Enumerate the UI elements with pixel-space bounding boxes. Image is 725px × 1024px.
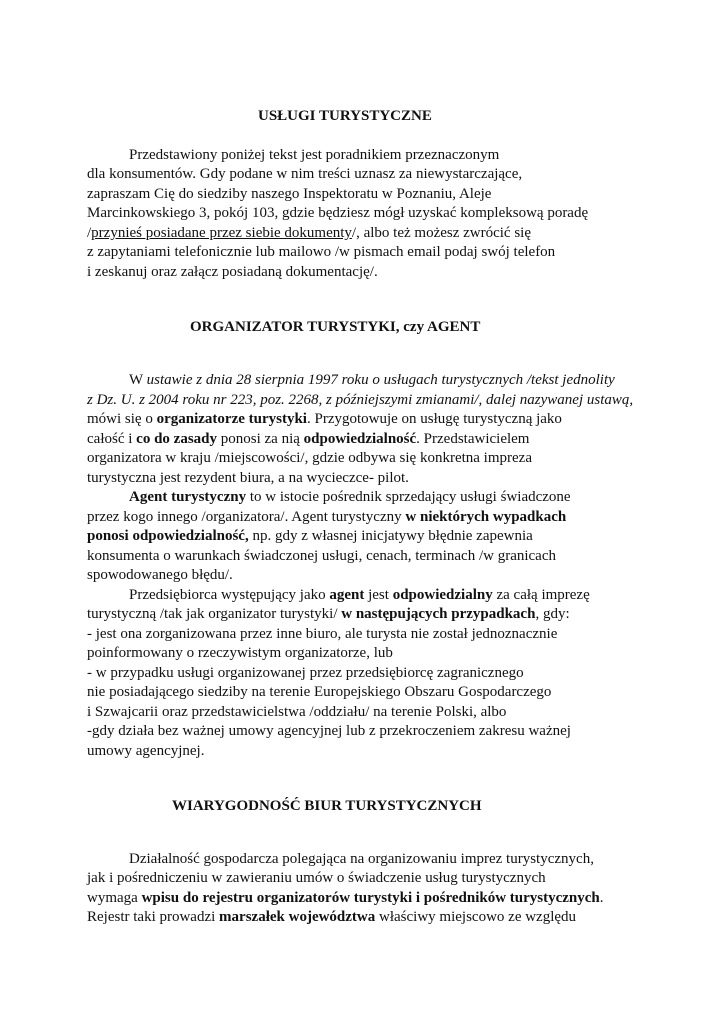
text: , gdy: — [535, 606, 570, 622]
text: mówi się o — [87, 411, 157, 427]
text: wymaga — [87, 890, 142, 906]
org-p3-line-2 — [87, 605, 570, 625]
text: jest — [364, 587, 393, 603]
intro-line-7: i zeskanuj oraz załącz posiadaną dokumentację/. — [87, 264, 378, 280]
text: Przedsiębiorca występujący jako — [129, 587, 330, 603]
intro-line-4: Marcinkowskiego 3, pokój 103, gdzie będziesz mógł uzyskać kompleksową poradę — [87, 205, 589, 221]
underlined-text: przynieś posiadane przez siebie dokumenty — [91, 225, 352, 241]
text: / — [87, 225, 92, 241]
org-p2-line-1 — [129, 488, 571, 508]
bold-text: odpowiedzialny — [392, 587, 493, 603]
org-p1-line-3 — [87, 410, 562, 430]
text: np. gdy z własnej inicjatywy błędnie zapewnia — [248, 528, 533, 544]
bold-text: agent — [329, 587, 365, 603]
org-p3-line-3: - jest ona zorganizowana przez inne biuro, ale turysta nie został jednoznacznie — [87, 626, 558, 642]
text: przez kogo innego /organizatora/. Agent turystyczny — [87, 509, 406, 525]
org-p3-line-5: - w przypadku usługi organizowanej przez przedsiębiorcę zagranicznego — [87, 665, 524, 681]
org-p3-line-7: i Szwajcarii oraz przedstawicielstwa /oddziału/ na terenie Polski, albo — [87, 704, 507, 720]
italic-text: z Dz. U. z 2004 roku nr 223, poz. 2268, z późniejszymi zmianami/, dalej nazywanej ustawą, — [87, 392, 634, 408]
text: /, albo też możesz zwrócić się — [351, 225, 532, 241]
org-p2-line-4: konsumenta o warunkach świadczonej usługi, cenach, terminach /w granicach — [87, 548, 556, 564]
italic-text: ustawie z dnia 28 sierpnia 1997 roku o usługach turystycznych /tekst jednolity — [146, 372, 615, 388]
text: . Przedstawicielem — [416, 431, 530, 447]
intro-line-6: z zapytaniami telefonicznie lub mailowo /w pismach email podaj swój telefon — [87, 244, 556, 260]
org-p3-line-4: poinformowany o rzeczywistym organizatorze, lub — [87, 645, 393, 661]
intro-line-1: Przedstawiony poniżej tekst jest poradnikiem przeznaczonym — [129, 147, 500, 163]
cred-line-1: Działalność gospodarcza polegająca na organizowaniu imprez turystycznych, — [129, 851, 594, 867]
text: . Przygotowuje on usługę turystyczną jako — [306, 411, 562, 427]
organizer-heading: ORGANIZATOR TURYSTYKI, czy AGENT — [190, 319, 481, 335]
intro-line-5 — [87, 224, 531, 244]
bold-text: w następujących przypadkach — [341, 606, 536, 622]
org-p1-line-5: organizatora w kraju /miejscowości/, gdzie odbywa się konkretna impreza — [87, 450, 532, 466]
text: W — [129, 372, 147, 388]
org-p3-line-1 — [129, 586, 590, 606]
org-p2-line-3 — [87, 527, 533, 547]
text: to w istocie pośrednik sprzedający usługi świadczone — [246, 489, 571, 505]
bold-text: co do zasady — [136, 431, 217, 447]
org-p2-line-5: spowodowanego błędu/. — [87, 567, 233, 583]
title-heading: USŁUGI TURYSTYCZNE — [258, 108, 432, 124]
text: całość i — [87, 431, 137, 447]
bold-text: ponosi odpowiedzialność, — [87, 528, 249, 544]
bold-text: odpowiedzialność — [303, 431, 417, 447]
org-p2-line-2 — [87, 508, 566, 528]
bold-text: organizatorze turystyki — [156, 411, 307, 427]
org-p3-line-6: nie posiadającego siedziby na terenie Europejskiego Obszaru Gospodarczego — [87, 684, 552, 700]
bold-text: Agent turystyczny — [129, 489, 247, 505]
org-p3-line-8: -gdy działa bez ważnej umowy agencyjnej lub z przekroczeniem zakresu ważnej — [87, 723, 571, 739]
cred-line-3 — [87, 889, 604, 909]
cred-line-2: jak i pośredniczeniu w zawieraniu umów o świadczenie usług turystycznych — [87, 870, 546, 886]
text: za całą imprezę — [492, 587, 590, 603]
org-p1-line-4 — [87, 430, 529, 450]
cred-line-4 — [87, 908, 576, 928]
bold-text: w niektórych wypadkach — [405, 509, 567, 525]
text: turystyczną /tak jak organizator turystyki/ — [87, 606, 342, 622]
text: właściwy miejscowo ze względu — [375, 909, 577, 925]
org-p1-line-1 — [129, 371, 615, 391]
text: Rejestr taki prowadzi — [87, 909, 220, 925]
intro-line-3: zapraszam Cię do siedziby naszego Inspektoratu w Poznaniu, Aleje — [87, 186, 492, 202]
intro-line-2: dla konsumentów. Gdy podane w nim treści uznasz za niewystarczające, — [87, 166, 523, 182]
bold-text: wpisu do rejestru organizatorów turystyki i pośredników turystycznych — [141, 890, 600, 906]
text: ponosi za nią — [217, 431, 304, 447]
org-p1-line-2 — [87, 391, 633, 411]
credibility-heading: WIARYGODNOŚĆ BIUR TURYSTYCZNYCH — [172, 798, 482, 814]
org-p3-line-9: umowy agencyjnej. — [87, 743, 205, 759]
text: . — [599, 890, 604, 906]
org-p1-line-6: turystyczna jest rezydent biura, a na wycieczce- pilot. — [87, 470, 409, 486]
bold-text: marszałek województwa — [219, 909, 376, 925]
